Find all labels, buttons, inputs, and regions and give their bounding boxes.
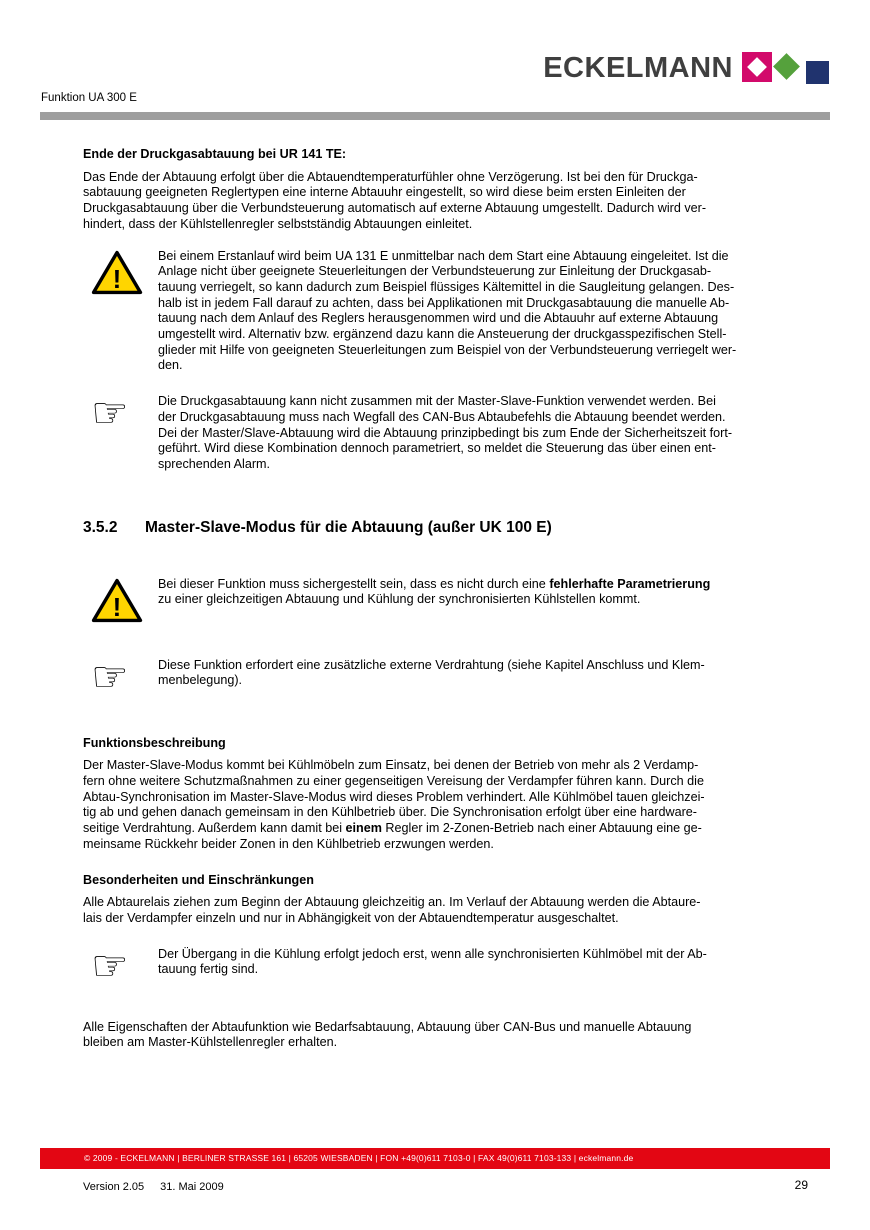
- page-number: 29: [794, 1178, 808, 1192]
- page-header-title: Funktion UA 300 E: [41, 92, 137, 104]
- note-block: [83, 388, 807, 473]
- body-paragraph: Alle Eigenschaften der Abtaufunktion wie Bedarfsabtauung, Abtauung über CAN-Bus und manuelle Abtauung bleiben am Master-Kühlstellenregler erhalten.: [83, 1019, 692, 1050]
- page-content: [83, 147, 807, 1051]
- body-paragraph: Der Master-Slave-Modus kommt bei Kühlmöbeln zum Einsatz, bei denen der Betrieb von mehr als 2 Verdamp- fern ohne weitere Schutzmaßnahmen zu einer gegenseitigen Vereisung der Verdampfer führen kann. Durch die Abtau-Synchronisation im Master-Slave-Modus wird dieses Problem verhindert. Alle Kühlmöbel tauen gleichzei- tig ab und gehen danach gemeinsam in den Kühlbetrieb über. Die Synchronisation erfolgt über eine hardware- seitige Verdrahtung. Außerdem kann damit bei einem Regler im 2-Zonen-Betrieb nach einer Abtauung eine ge- meinsame Rückkehr beider Zonen in den Kühlbetrieb erzwungen werden.: [83, 758, 705, 851]
- pointing-hand-icon: ☞: [91, 388, 129, 438]
- paragraph-heading-besonderheiten: Besonderheiten und Einschränkungen: [83, 872, 314, 887]
- logo-mark-green-icon: [773, 53, 800, 80]
- warning-triangle-icon: [83, 249, 158, 296]
- footer-copyright-bar: © 2009 - ECKELMANN | BERLINER STRASSE 161 | 65205 WIESBADEN | FON +49(0)611 7103-0 | FAX 49(0)611 7103-133 | eckelmann.de: [40, 1148, 830, 1169]
- eckelmann-logo: [543, 52, 830, 86]
- body-paragraph: Alle Abtaurelais ziehen zum Beginn der Abtauung gleichzeitig an. Im Verlauf der Abtauung werden die Abtaure- lais der Verdampfer einzeln und nur in Abhängigkeit von der Abtauendtemperatur ausgeschaltet.: [83, 895, 701, 925]
- note-text: Diese Funktion erfordert eine zusätzliche externe Verdrahtung (siehe Kapitel Anschluss und Klem- menbelegung).: [158, 657, 705, 688]
- paragraph-heading-druckgasabtauung: Ende der Druckgasabtauung bei UR 141 TE:: [83, 147, 347, 161]
- header-rule: [40, 112, 830, 120]
- paragraph-heading-funktionsbeschreibung: Funktionsbeschreibung: [83, 735, 226, 750]
- svg-text:!: !: [112, 591, 122, 622]
- note-text: Der Übergang in die Kühlung erfolgt jedoch erst, wenn alle synchronisierten Kühlmöbel mit der Ab- tauung fertig sind.: [158, 946, 707, 977]
- version-text: Version 2.05: [83, 1181, 145, 1193]
- note-text: Die Druckgasabtauung kann nicht zusammen mit der Master-Slave-Funktion verwendet werden. Bei der Druckgasabtauung muss nach Wegfall des CAN-Bus Abtaubefehls die Abtauung beendet werden. Dei der Master/Slave-Abtauung wird die Abtauung prinzipbedingt bis zum Ende der Sicherheitszeit fort- geführt. Wird diese Kombination dennoch parametriert, so meldet die Steuerung das über einen ent- sprechenden Alarm.: [158, 394, 733, 471]
- section-number: 3.5.2: [83, 518, 118, 536]
- logo-mark-magenta-icon: [742, 52, 772, 82]
- date-text: 31. Mai 2009: [160, 1181, 224, 1193]
- warning-block: [83, 249, 807, 375]
- body-paragraph: Das Ende der Abtauung erfolgt über die Abtauendtemperaturfühler ohne Verzögerung. Ist bei den für Druckga- sabtauung geeigneten Reglertypen eine interne Abtauuhr eingestellt, so wird diese beim ersten Einleiten der Druckgasabtauung über die Verbundsteuerung automatisch auf externe Abtauung umgestellt. Dadurch wird ver- hindert, dass der Kühlstellenregler selbstständig Abtauungen einleitet.: [83, 169, 707, 231]
- note-block: [83, 940, 807, 990]
- footer-version-line: [83, 1181, 224, 1193]
- logo-wordmark: ECKELMANN: [543, 52, 733, 84]
- logo-mark-blue-icon: [806, 61, 829, 84]
- warning-text: Bei dieser Funktion muss sichergestellt sein, dass es nicht durch eine fehlerhafte Parametrierung zu einer gleichzeitigen Abtauung und Kühlung der synchronisierten Kühlstellen kommt.: [158, 576, 711, 607]
- pointing-hand-icon: ☞: [91, 940, 129, 990]
- warning-block: [83, 577, 807, 624]
- section-title: Master-Slave-Modus für die Abtauung (außer UK 100 E): [145, 518, 552, 536]
- note-block: [83, 651, 807, 701]
- section-heading-3-5-2: [83, 519, 807, 537]
- warning-text: Bei einem Erstanlauf wird beim UA 131 E unmittelbar nach dem Start eine Abtauung eingeleitet. Ist die Anlage nicht über geeignete Steuerleitungen der Verbundsteuerung zur Einleitung der Druckgasab- tauung verriegelt, so kann dadurch zum Beispiel flüssiges Kältemittel in die Saugleitung gelangen. Des- halb ist in jedem Fall darauf zu achten, dass bei Applikationen mit Druckgasabtauung die manuelle Ab- tauung nach dem Anlauf des Reglers herausgenommen wird und die Abtauuhr auf externe Abtauung umgestellt wird. Alternativ bzw. ergänzend dazu kann die Ansteuerung der druckgasspezifischen Stell- glieder mit Hilfe von geeigneten Steuerleitungen zum Beispiel von der Verbundsteuerung verriegelt wer- den.: [158, 248, 737, 373]
- svg-text:!: !: [112, 263, 122, 294]
- pointing-hand-icon: ☞: [91, 651, 129, 701]
- warning-triangle-icon: [83, 577, 158, 624]
- logo-marks: [742, 52, 830, 86]
